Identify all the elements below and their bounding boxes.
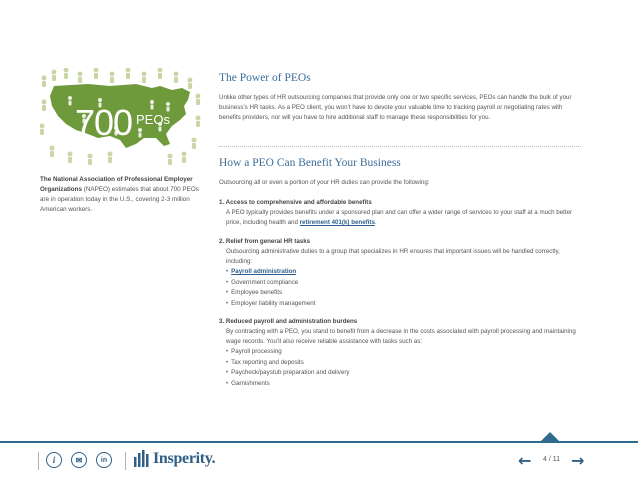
list-item: • Employee benefits (226, 289, 283, 296)
benefit-item-1-body (219, 208, 584, 228)
linkedin-icon[interactable]: in (96, 452, 112, 468)
benefit-item-1 (219, 198, 584, 228)
section2-heading: How a PEO Can Benefit Your Business (219, 157, 401, 169)
list-item-text: Employee benefits (231, 289, 283, 296)
next-page-arrow-icon[interactable]: → (571, 451, 585, 470)
section-peo-benefits (219, 157, 584, 389)
list-item-text: Paycheck/paystub preparation and delivery (231, 369, 350, 376)
benefit-item-2 (219, 237, 584, 309)
sidebar-caption (40, 175, 200, 215)
email-icon[interactable]: ✉ (71, 452, 87, 468)
benefit-item-2-title: 2. Relief from general HR tasks (219, 238, 311, 245)
list-item: • Garnishments (226, 379, 270, 387)
footer-divider (38, 452, 39, 470)
list-item: • Paycheck/paystub preparation and delivery (226, 369, 350, 376)
benefit-item-3 (219, 317, 584, 389)
benefit-item-1-title: 1. Access to comprehensive and affordable benefits (219, 199, 372, 206)
list-item-text: Employer liability management (231, 299, 316, 307)
info-icon[interactable]: i (46, 452, 62, 468)
benefit-item-1-text-end: . (374, 219, 377, 226)
list-item: • Payroll processing (226, 348, 282, 355)
retirement-benefits-link[interactable]: retirement 401(k) benefits (299, 219, 375, 226)
page-number: 4 / 11 (543, 456, 560, 463)
sidebar-caption-text: (NAPEO) estimates that about 700 PEOs are in operation today in the U.S., covering 2-3 million American workers. (40, 186, 199, 213)
insperity-logo: Insperity. (153, 450, 216, 467)
list-item-text: Payroll processing (231, 348, 282, 355)
footer-bar (0, 441, 638, 443)
list-item: • Government compliance (226, 278, 299, 286)
benefit-item-3-title: 3. Reduced payroll and administration burdens (219, 318, 358, 325)
list-item-text: Government compliance (231, 278, 299, 286)
list-item: • Tax reporting and deposits (226, 358, 304, 366)
benefit-item-2-body: Outsourcing administrative duties to a group that specializes in HR ensures that important issues will be handled correctly, including: (226, 248, 560, 265)
sidebar-caption-bold: The National Association of Professional Employer Organizations (40, 176, 193, 193)
prev-page-arrow-icon[interactable]: ← (518, 451, 532, 470)
footer-divider (125, 452, 126, 470)
section1-heading: The Power of PEOs (219, 72, 311, 84)
peo-count-number: 700 (75, 102, 133, 143)
list-item-text: Garnishments (231, 379, 270, 387)
list-item-text: Tax reporting and deposits (231, 358, 304, 366)
peo-count-unit: PEOs (136, 112, 170, 127)
payroll-administration-link[interactable]: Payroll administration (231, 268, 297, 275)
section2-intro: Outsourcing all or even a portion of your HR duties can provide the following: (219, 179, 430, 186)
benefit-item-1-text: A PEO typically provides benefits under a sponsored plan and can offer a wider range of services to your staff at a much better price, including health and (226, 209, 573, 226)
section-power-of-peos (219, 72, 584, 123)
list-item: • Payroll administration (226, 268, 297, 275)
section1-body: Unlike other types of HR outsourcing companies that provide only one or two specific services, PEOs can handle the bulk of your business’s HR tasks. As a PEO client, you won’t have to devote your valuable time to tracking payroll or negotiating rates with benefits providers, nor will you have to hire additional staff to manage these responsibilities for you. (219, 94, 572, 121)
list-item: • Employer liability management (226, 299, 316, 307)
insperity-logo-icon (133, 449, 151, 469)
section-divider (219, 146, 581, 147)
benefit-item-3-body: By contracting with a PEO, you stand to benefit from a decrease in the costs associated with payroll processing and maintaining wage records. You’ll also receive reliable assistance with tasks such as: (226, 328, 576, 345)
